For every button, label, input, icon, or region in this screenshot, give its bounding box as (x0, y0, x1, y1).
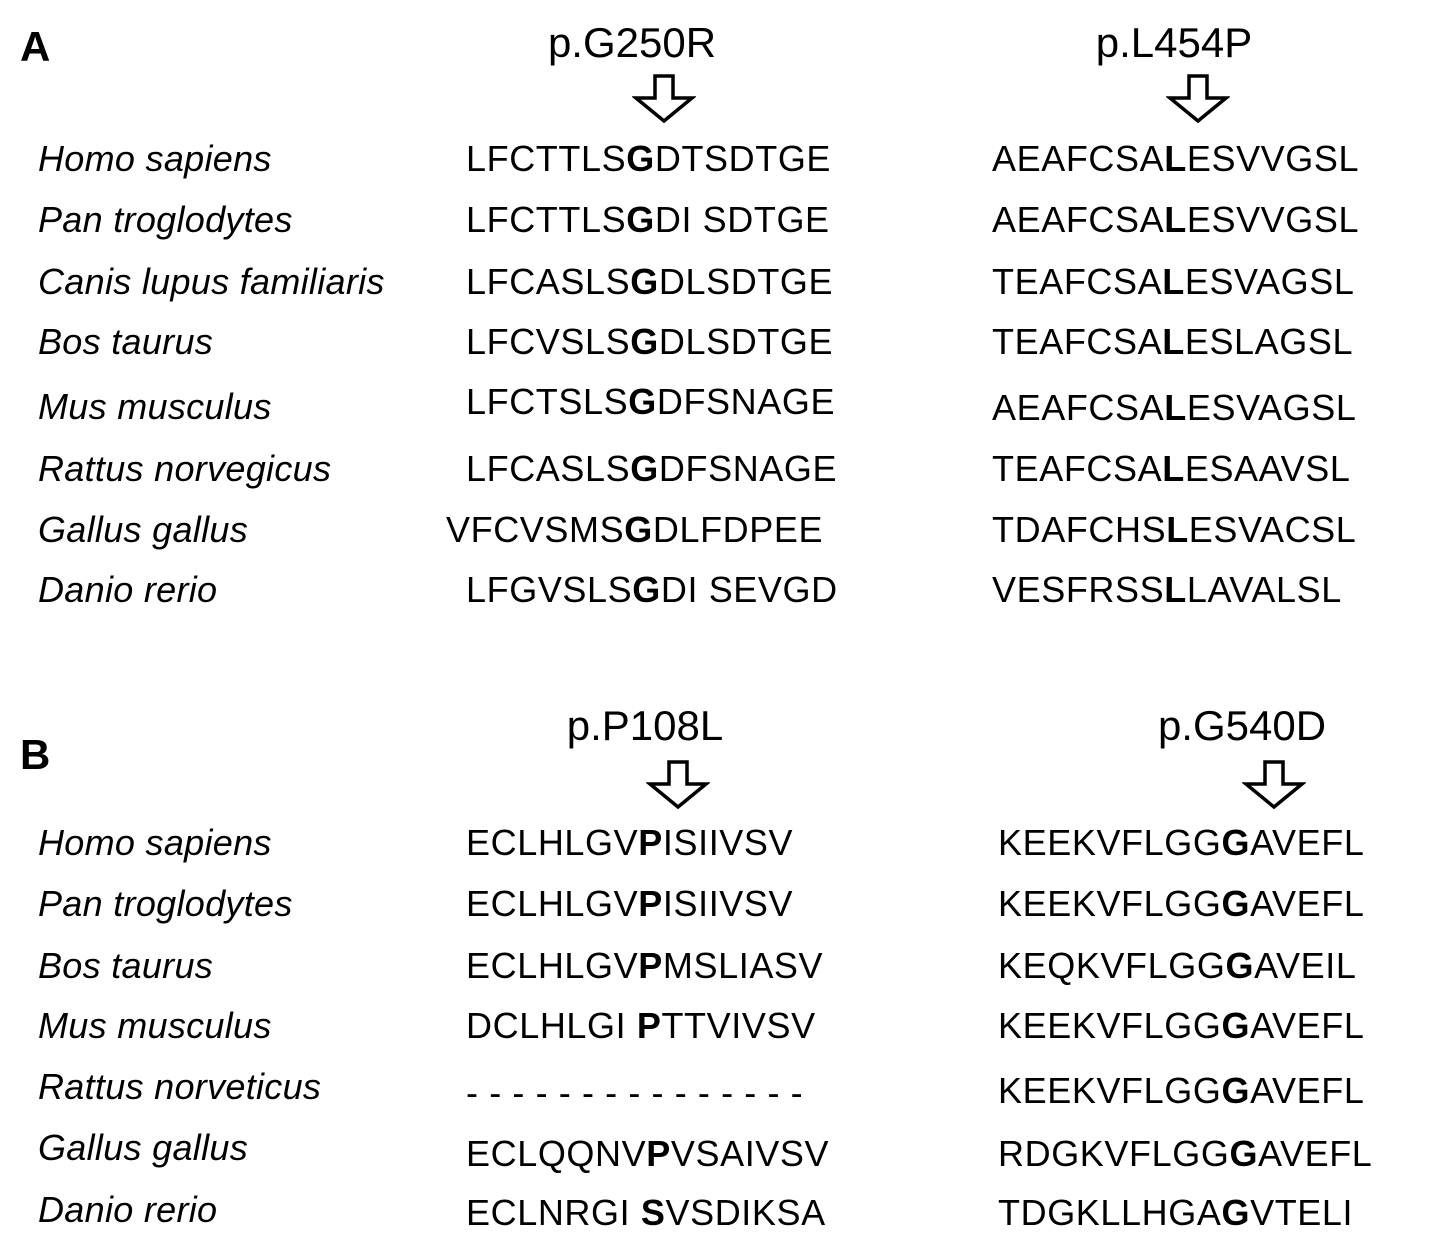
conserved-residue: L (1162, 261, 1185, 302)
panel-b-mutation-2-arrow-icon (1242, 760, 1306, 810)
panel-a-mutation-1-arrow-icon (632, 74, 696, 124)
conserved-residue: G (628, 381, 657, 422)
panel-a-sequence-2: TEAFCSALESVAGSL (992, 261, 1355, 302)
conserved-residue: L (1166, 509, 1189, 550)
panel-b-letter: B (20, 731, 51, 778)
panel-b-species-label: Gallus gallus (38, 1127, 249, 1168)
conserved-residue: G (626, 199, 655, 240)
panel-a-sequence-1: VFCVSMSGDLFDPEE (446, 509, 824, 550)
panel-a-species-label: Danio rerio (38, 569, 218, 610)
conserved-residue: G (630, 261, 659, 302)
panel-b-sequence-2: TDGKLLHGAGVTELI (998, 1192, 1354, 1233)
panel-a-sequence-2: AEAFCSALESVAGSL (992, 387, 1357, 428)
panel-b-species-label: Rattus norveticus (38, 1066, 322, 1107)
panel-a-sequence-2: TEAFCSALESAAVSL (992, 448, 1351, 489)
conserved-residue: G (1225, 945, 1255, 986)
panel-b-sequence-2: RDGKVFLGGGAVEFL (998, 1133, 1373, 1174)
panel-a-sequence-2: AEAFCSALESVVGSL (992, 199, 1360, 240)
conserved-residue: P (638, 945, 663, 986)
panel-b-sequence-2: KEEKVFLGGGAVEFL (998, 822, 1365, 863)
conserved-residue: G (1221, 883, 1251, 924)
panel-a-species-label: Bos taurus (38, 321, 214, 362)
conserved-residue: L (1162, 321, 1185, 362)
panel-a-sequence-2: VESFRSSLLAVALSL (992, 569, 1342, 610)
panel-b-species-label: Homo sapiens (38, 822, 272, 863)
panel-b-sequence-1: ECLHLGVPISIIVSV (466, 883, 794, 924)
panel-b-sequence-1: - - - - - - - - - - - - - - - (466, 1072, 804, 1113)
panel-b-mutation-1-label: p.P108L (566, 702, 724, 749)
panel-a-species-label: Homo sapiens (38, 138, 272, 179)
conserved-residue: G (632, 569, 661, 610)
conserved-residue: L (1164, 138, 1187, 179)
panel-b-sequence-1: ECLHLGVPISIIVSV (466, 822, 794, 863)
conserved-residue: S (640, 1192, 666, 1233)
panel-a-sequence-1: LFCASLSGDLSDTGE (466, 261, 834, 302)
conserved-residue: G (1221, 1192, 1251, 1233)
conserved-residue: L (1164, 199, 1187, 240)
panel-a-mutation-2-arrow-icon (1166, 74, 1230, 124)
panel-a-sequence-1: LFGVSLSGDI SEVGD (466, 569, 838, 610)
conserved-residue: L (1164, 569, 1187, 610)
conserved-residue: G (626, 138, 655, 179)
panel-a-species-label: Rattus norvegicus (38, 448, 332, 489)
panel-a-sequence-1: LFCTSLSGDFSNAGE (466, 381, 836, 422)
conserved-residue: P (638, 822, 663, 863)
conserved-residue: G (630, 448, 659, 489)
panel-a-sequence-1: LFCASLSGDFSNAGE (466, 448, 838, 489)
panel-a-sequence-1: LFCVSLSGDLSDTGE (466, 321, 834, 362)
panel-b-sequence-2: KEEKVFLGGGAVEFL (998, 883, 1365, 924)
conserved-residue: G (630, 321, 659, 362)
panel-a-mutation-1-label: p.G250R (547, 19, 717, 66)
panel-a-sequence-1: LFCTTLSGDI SDTGE (466, 199, 830, 240)
panel-a-sequence-2: TDAFCHSLESVACSL (992, 509, 1357, 550)
panel-a-species-label: Mus musculus (38, 386, 272, 427)
panel-b-sequence-2: KEEKVFLGGGAVEFL (998, 1005, 1365, 1046)
conserved-residue: L (1164, 387, 1187, 428)
conserved-residue: L (1162, 448, 1185, 489)
conserved-residue: G (1221, 1070, 1251, 1111)
conserved-residue: P (638, 883, 663, 924)
panel-b-mutation-1-arrow-icon (646, 760, 710, 810)
panel-a-sequence-2: AEAFCSALESVVGSL (992, 138, 1360, 179)
panel-a-species-label: Canis lupus familiaris (38, 261, 385, 302)
panel-b-species-label: Pan troglodytes (38, 883, 293, 924)
panel-b-sequence-1: ECLHLGVPMSLIASV (466, 945, 824, 986)
panel-b-sequence-1: ECLQQNVPVSAIVSV (466, 1133, 830, 1174)
panel-a-mutation-2-label: p.L454P (1095, 19, 1253, 66)
conserved-residue: G (1229, 1133, 1259, 1174)
panel-b-species-label: Mus musculus (38, 1005, 272, 1046)
panel-a-letter: A (20, 23, 51, 70)
panel-b-species-label: Bos taurus (38, 945, 214, 986)
panel-b-sequence-2: KEEKVFLGGGAVEFL (998, 1070, 1365, 1111)
panel-a-species-label: Pan troglodytes (38, 199, 293, 240)
panel-b-sequence-1: DCLHLGI PTTVIVSV (466, 1005, 816, 1046)
panel-b-sequence-2: KEQKVFLGGGAVEIL (998, 945, 1357, 986)
conserved-residue: G (1221, 1005, 1251, 1046)
panel-b-species-label: Danio rerio (38, 1189, 218, 1230)
conserved-residue: P (636, 1005, 662, 1046)
conserved-residue: G (624, 509, 653, 550)
panel-a-sequence-1: LFCTTLSGDTSDTGE (466, 138, 832, 179)
panel-b-mutation-2-label: p.G540D (1157, 702, 1327, 749)
conserved-residue: P (646, 1133, 671, 1174)
panel-a-species-label: Gallus gallus (38, 509, 249, 550)
panel-a-sequence-2: TEAFCSALESLAGSL (992, 321, 1354, 362)
panel-b-sequence-1: ECLNRGI SVSDIKSA (466, 1192, 826, 1233)
conserved-residue: G (1221, 822, 1251, 863)
